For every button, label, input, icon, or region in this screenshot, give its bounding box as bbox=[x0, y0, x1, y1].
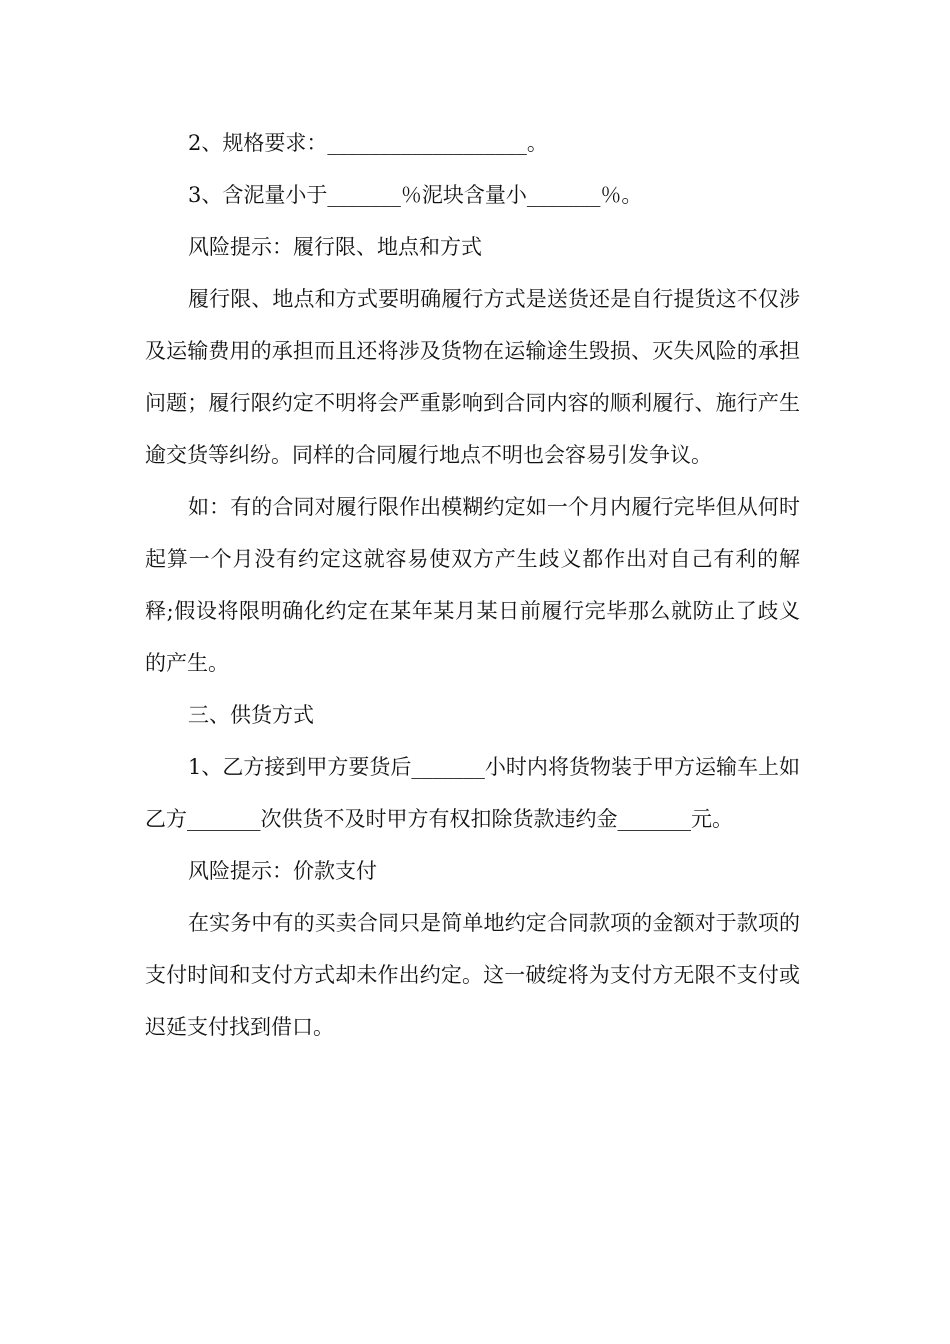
spec-requirement-paragraph: 2、规格要求：___________________。 bbox=[188, 131, 548, 155]
payment-explanation-paragraph: 在实务中有的买卖合同只是简单地约定合同款项的金额对于款项的支付时间和支付方式却未作出约定。这一破绽将为支付方无限不支付或迟延支付找到借口。 bbox=[145, 911, 800, 1039]
document-page bbox=[145, 117, 800, 1053]
mud-content-paragraph: 3、含泥量小于_______％泥块含量小_______％。 bbox=[188, 183, 643, 207]
section-heading-supply-method: 三、供货方式 bbox=[188, 703, 314, 727]
risk-heading-payment: 风险提示：价款支付 bbox=[188, 859, 377, 883]
delivery-explanation-paragraph: 履行限、地点和方式要明确履行方式是送货还是自行提货这不仅涉及运输费用的承担而且还将涉及货物在运输途生毁损、灭失风险的承担问题；履行限约定不明将会严重影响到合同内容的顺利履行、施行产生逾交货等纠纷。同样的合同履行地点不明也会容易引发争议。 bbox=[145, 287, 800, 467]
delivery-example-paragraph: 如：有的合同对履行限作出模糊约定如一个月内履行完毕但从何时起算一个月没有约定这就容易使双方产生歧义都作出对自己有利的解释;假设将限明确化约定在某年某月某日前履行完毕那么就防止了歧义的产生。 bbox=[145, 495, 800, 675]
supply-clause-paragraph: 1、乙方接到甲方要货后_______小时内将货物装于甲方运输车上如乙方_______次供货不及时甲方有权扣除货款违约金_______元。 bbox=[145, 755, 800, 831]
risk-heading-delivery: 风险提示：履行限、地点和方式 bbox=[188, 235, 482, 259]
